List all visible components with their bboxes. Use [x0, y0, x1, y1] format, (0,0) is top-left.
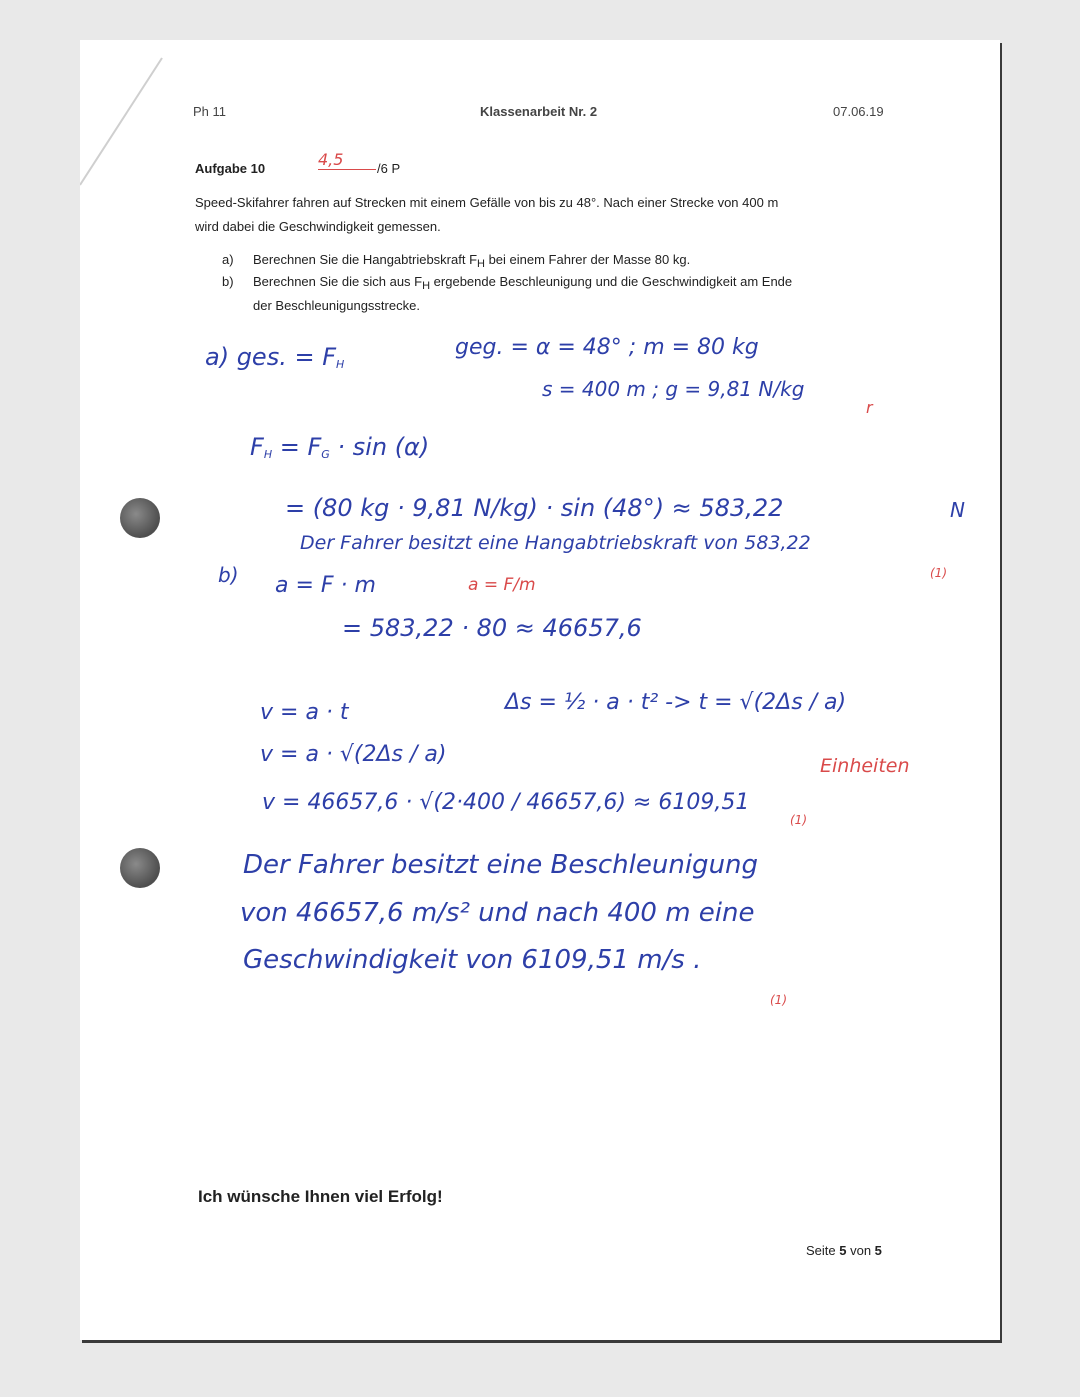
- sol-v1: v = a · t: [260, 700, 349, 725]
- part-b-marker: b): [222, 274, 234, 289]
- sol-ges: a) ges. = $F_H$: [205, 343, 345, 371]
- sol-f1: $F_H = F_G \cdot \sin (\alpha)$: [250, 433, 430, 461]
- task-label: Aufgabe 10: [195, 161, 266, 176]
- part-b-text: Berechnen Sie die sich aus $F_H$ ergebende Beschleunigung und die Geschwindigkeit am Ende: [253, 274, 793, 292]
- part-b-text-line2: der Beschleunigungsstrecke.: [253, 298, 420, 313]
- sol-f3: Der Fahrer besitzt eine Hangabtriebskraft von 583,22: [300, 532, 811, 554]
- note-units: Einheiten: [820, 755, 910, 777]
- sol-v2: v = a · √(2Δs / a): [260, 742, 447, 767]
- part-a-marker: a): [222, 252, 234, 267]
- mark-2: (1): [790, 813, 807, 827]
- mark-r: r: [866, 398, 873, 417]
- sol-b1: a = F · m: [275, 573, 376, 598]
- exam-title: Klassenarbeit Nr. 2: [480, 104, 598, 119]
- sol-f2: = (80 kg · 9,81 N/kg) · sin (48°) ≈ 583,22: [285, 494, 784, 522]
- mark-3: (1): [770, 993, 787, 1007]
- punch-hole-top: [120, 498, 160, 538]
- sol-b1-note: a = F/m: [468, 575, 536, 595]
- sol-c2: von 46657,6 m/s² und nach 400 m eine: [240, 898, 755, 928]
- score-awarded: 4,5: [318, 150, 376, 170]
- sol-geg2: s = 400 m ; g = 9,81 N/kg: [542, 377, 805, 401]
- sol-b-marker: b): [218, 563, 239, 587]
- sol-c3: Geschwindigkeit von 6109,51 m/s .: [243, 945, 702, 975]
- task-text-line2: wird dabei die Geschwindigkeit gemessen.: [195, 219, 441, 234]
- part-a-text: Berechnen Sie die Hangabtriebskraft $F_H$ bei einem Fahrer der Masse 80 kg.: [253, 252, 691, 270]
- sol-s: Δs = ½ · a · t² -> t = √(2Δs / a): [505, 690, 847, 715]
- sol-v3: v = 46657,6 · √(2·400 / 46657,6) ≈ 6109,51: [262, 790, 750, 815]
- closing-wish: Ich wünsche Ihnen viel Erfolg!: [198, 1187, 443, 1206]
- score-max: /6 P: [377, 161, 401, 176]
- unit-n: N: [950, 498, 965, 522]
- mark-1: (1): [930, 566, 947, 580]
- exam-date: 07.06.19: [833, 104, 884, 119]
- sol-b2: = 583,22 · 80 ≈ 46657,6: [342, 614, 642, 642]
- punch-hole-bottom: [120, 848, 160, 888]
- course-label: Ph 11: [193, 104, 227, 119]
- sol-c1: Der Fahrer besitzt eine Beschleunigung: [243, 850, 759, 880]
- task-text-line1: Speed-Skifahrer fahren auf Strecken mit einem Gefälle von bis zu 48°. Nach einer Strecke von 400 m: [195, 195, 779, 210]
- page-number: Seite 5 von 5: [806, 1243, 882, 1258]
- sol-geg1: geg. = α = 48° ; m = 80 kg: [455, 335, 759, 360]
